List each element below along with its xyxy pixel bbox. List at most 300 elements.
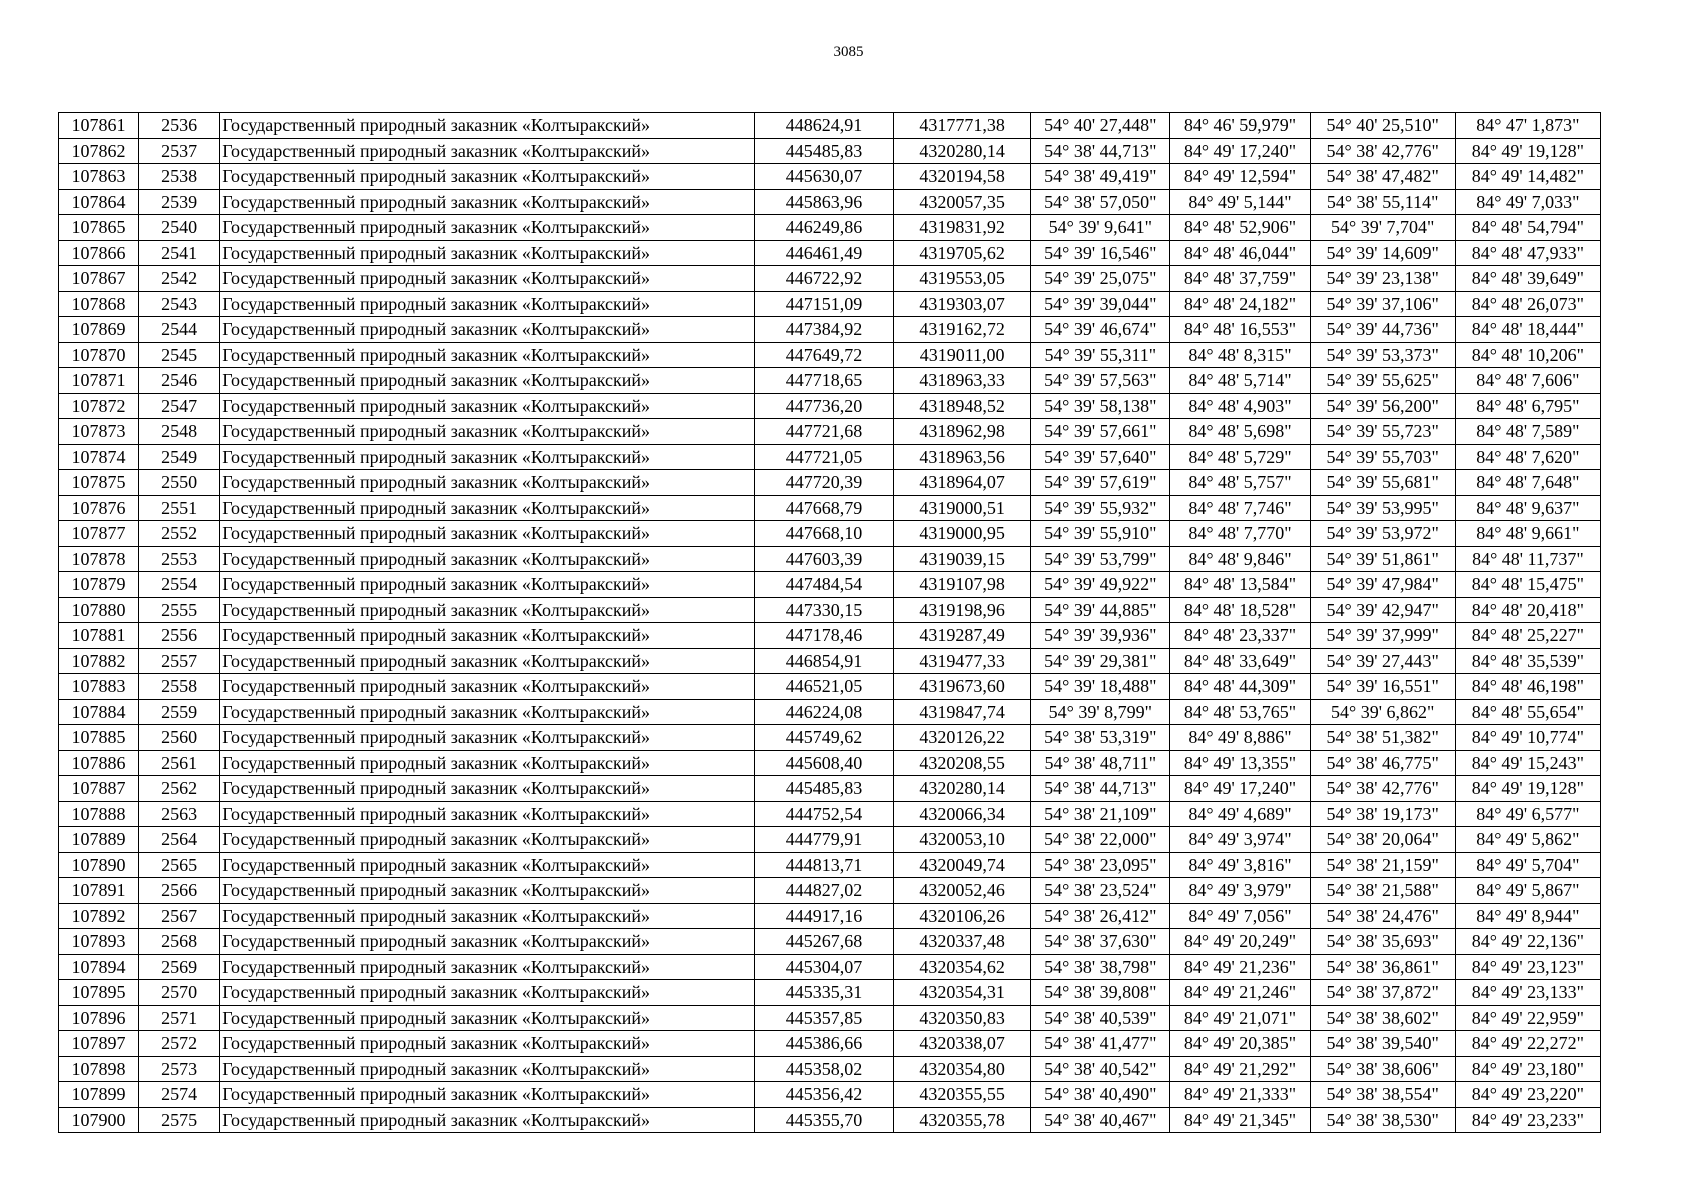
latitude-2-cell: 54° 38' 38,602" (1310, 1005, 1455, 1031)
x-coordinate-cell: 447736,20 (754, 393, 893, 419)
y-coordinate-cell: 4317771,38 (894, 113, 1031, 139)
y-coordinate-cell: 4320280,14 (894, 776, 1031, 802)
longitude-1-cell: 84° 48' 5,698" (1170, 419, 1310, 445)
record-id-cell: 107863 (59, 164, 139, 190)
territory-name-cell: Государственный природный заказник «Колтыракский» (220, 725, 755, 751)
longitude-1-cell: 84° 49' 20,249" (1170, 929, 1310, 955)
x-coordinate-cell: 445485,83 (754, 776, 893, 802)
latitude-1-cell: 54° 38' 21,109" (1031, 801, 1170, 827)
latitude-1-cell: 54° 39' 39,044" (1031, 291, 1170, 317)
longitude-1-cell: 84° 48' 5,729" (1170, 444, 1310, 470)
longitude-1-cell: 84° 48' 24,182" (1170, 291, 1310, 317)
table-row (59, 674, 1601, 700)
longitude-1-cell: 84° 49' 3,816" (1170, 852, 1310, 878)
point-number-cell: 2541 (139, 240, 220, 266)
longitude-1-cell: 84° 49' 3,974" (1170, 827, 1310, 853)
longitude-1-cell: 84° 49' 21,246" (1170, 980, 1310, 1006)
table-row (59, 623, 1601, 649)
table-body (59, 113, 1601, 1133)
longitude-1-cell: 84° 48' 5,757" (1170, 470, 1310, 496)
table-row (59, 470, 1601, 496)
table-row (59, 189, 1601, 215)
longitude-2-cell: 84° 49' 19,128" (1455, 138, 1600, 164)
territory-name-cell: Государственный природный заказник «Колтыракский» (220, 776, 755, 802)
latitude-2-cell: 54° 39' 51,861" (1310, 546, 1455, 572)
latitude-1-cell: 54° 39' 58,138" (1031, 393, 1170, 419)
longitude-2-cell: 84° 48' 35,539" (1455, 648, 1600, 674)
territory-name-cell: Государственный природный заказник «Колтыракский» (220, 1031, 755, 1057)
latitude-2-cell: 54° 39' 56,200" (1310, 393, 1455, 419)
table-row (59, 903, 1601, 929)
longitude-2-cell: 84° 49' 5,704" (1455, 852, 1600, 878)
x-coordinate-cell: 447668,79 (754, 495, 893, 521)
longitude-1-cell: 84° 49' 21,345" (1170, 1107, 1310, 1133)
latitude-2-cell: 54° 39' 37,999" (1310, 623, 1455, 649)
table-row (59, 164, 1601, 190)
table-row (59, 597, 1601, 623)
record-id-cell: 107882 (59, 648, 139, 674)
x-coordinate-cell: 446521,05 (754, 674, 893, 700)
longitude-2-cell: 84° 47' 1,873" (1455, 113, 1600, 139)
territory-name-cell: Государственный природный заказник «Колтыракский» (220, 699, 755, 725)
table-row (59, 1082, 1601, 1108)
x-coordinate-cell: 444917,16 (754, 903, 893, 929)
y-coordinate-cell: 4319162,72 (894, 317, 1031, 343)
y-coordinate-cell: 4320338,07 (894, 1031, 1031, 1057)
longitude-1-cell: 84° 49' 20,385" (1170, 1031, 1310, 1057)
territory-name-cell: Государственный природный заказник «Колтыракский» (220, 572, 755, 598)
table-row (59, 750, 1601, 776)
latitude-1-cell: 54° 38' 49,419" (1031, 164, 1170, 190)
latitude-1-cell: 54° 39' 57,619" (1031, 470, 1170, 496)
latitude-2-cell: 54° 39' 42,947" (1310, 597, 1455, 623)
longitude-1-cell: 84° 48' 7,746" (1170, 495, 1310, 521)
latitude-1-cell: 54° 39' 8,799" (1031, 699, 1170, 725)
y-coordinate-cell: 4320052,46 (894, 878, 1031, 904)
longitude-2-cell: 84° 49' 22,272" (1455, 1031, 1600, 1057)
longitude-2-cell: 84° 49' 10,774" (1455, 725, 1600, 751)
record-id-cell: 107869 (59, 317, 139, 343)
point-number-cell: 2553 (139, 546, 220, 572)
territory-name-cell: Государственный природный заказник «Колтыракский» (220, 164, 755, 190)
latitude-1-cell: 54° 38' 40,542" (1031, 1056, 1170, 1082)
latitude-2-cell: 54° 38' 55,114" (1310, 189, 1455, 215)
y-coordinate-cell: 4320053,10 (894, 827, 1031, 853)
latitude-1-cell: 54° 39' 49,922" (1031, 572, 1170, 598)
latitude-1-cell: 54° 38' 23,524" (1031, 878, 1170, 904)
record-id-cell: 107877 (59, 521, 139, 547)
x-coordinate-cell: 447668,10 (754, 521, 893, 547)
record-id-cell: 107872 (59, 393, 139, 419)
table-row (59, 699, 1601, 725)
latitude-2-cell: 54° 39' 53,373" (1310, 342, 1455, 368)
point-number-cell: 2546 (139, 368, 220, 394)
territory-name-cell: Государственный природный заказник «Колтыракский» (220, 368, 755, 394)
latitude-2-cell: 54° 38' 38,554" (1310, 1082, 1455, 1108)
table-row (59, 1005, 1601, 1031)
x-coordinate-cell: 445749,62 (754, 725, 893, 751)
table-row (59, 546, 1601, 572)
territory-name-cell: Государственный природный заказник «Колтыракский» (220, 827, 755, 853)
y-coordinate-cell: 4318962,98 (894, 419, 1031, 445)
y-coordinate-cell: 4320337,48 (894, 929, 1031, 955)
territory-name-cell: Государственный природный заказник «Колтыракский» (220, 266, 755, 292)
longitude-2-cell: 84° 48' 7,648" (1455, 470, 1600, 496)
latitude-2-cell: 54° 38' 42,776" (1310, 138, 1455, 164)
table-row (59, 113, 1601, 139)
longitude-1-cell: 84° 48' 46,044" (1170, 240, 1310, 266)
latitude-2-cell: 54° 38' 47,482" (1310, 164, 1455, 190)
record-id-cell: 107862 (59, 138, 139, 164)
latitude-2-cell: 54° 39' 44,736" (1310, 317, 1455, 343)
latitude-1-cell: 54° 39' 9,641" (1031, 215, 1170, 241)
x-coordinate-cell: 445386,66 (754, 1031, 893, 1057)
y-coordinate-cell: 4320355,78 (894, 1107, 1031, 1133)
latitude-2-cell: 54° 39' 55,703" (1310, 444, 1455, 470)
table-row (59, 878, 1601, 904)
y-coordinate-cell: 4320126,22 (894, 725, 1031, 751)
longitude-2-cell: 84° 49' 23,133" (1455, 980, 1600, 1006)
longitude-2-cell: 84° 48' 26,073" (1455, 291, 1600, 317)
x-coordinate-cell: 446722,92 (754, 266, 893, 292)
territory-name-cell: Государственный природный заказник «Колтыракский» (220, 342, 755, 368)
territory-name-cell: Государственный природный заказник «Колтыракский» (220, 419, 755, 445)
point-number-cell: 2563 (139, 801, 220, 827)
y-coordinate-cell: 4320280,14 (894, 138, 1031, 164)
table-row (59, 572, 1601, 598)
x-coordinate-cell: 444827,02 (754, 878, 893, 904)
x-coordinate-cell: 445335,31 (754, 980, 893, 1006)
x-coordinate-cell: 447151,09 (754, 291, 893, 317)
y-coordinate-cell: 4319847,74 (894, 699, 1031, 725)
record-id-cell: 107899 (59, 1082, 139, 1108)
longitude-1-cell: 84° 49' 21,292" (1170, 1056, 1310, 1082)
territory-name-cell: Государственный природный заказник «Колтыракский» (220, 393, 755, 419)
record-id-cell: 107886 (59, 750, 139, 776)
territory-name-cell: Государственный природный заказник «Колтыракский» (220, 138, 755, 164)
table-row (59, 1107, 1601, 1133)
point-number-cell: 2552 (139, 521, 220, 547)
latitude-2-cell: 54° 39' 6,862" (1310, 699, 1455, 725)
longitude-2-cell: 84° 49' 5,862" (1455, 827, 1600, 853)
longitude-1-cell: 84° 48' 37,759" (1170, 266, 1310, 292)
record-id-cell: 107896 (59, 1005, 139, 1031)
longitude-1-cell: 84° 48' 52,906" (1170, 215, 1310, 241)
x-coordinate-cell: 446854,91 (754, 648, 893, 674)
latitude-1-cell: 54° 38' 40,539" (1031, 1005, 1170, 1031)
longitude-2-cell: 84° 48' 6,795" (1455, 393, 1600, 419)
table-row (59, 1031, 1601, 1057)
point-number-cell: 2556 (139, 623, 220, 649)
point-number-cell: 2566 (139, 878, 220, 904)
y-coordinate-cell: 4318948,52 (894, 393, 1031, 419)
longitude-2-cell: 84° 48' 54,794" (1455, 215, 1600, 241)
longitude-2-cell: 84° 48' 18,444" (1455, 317, 1600, 343)
longitude-2-cell: 84° 49' 15,243" (1455, 750, 1600, 776)
longitude-2-cell: 84° 49' 22,136" (1455, 929, 1600, 955)
x-coordinate-cell: 445630,07 (754, 164, 893, 190)
point-number-cell: 2565 (139, 852, 220, 878)
territory-name-cell: Государственный природный заказник «Колтыракский» (220, 1056, 755, 1082)
table-row (59, 827, 1601, 853)
record-id-cell: 107880 (59, 597, 139, 623)
longitude-1-cell: 84° 48' 33,649" (1170, 648, 1310, 674)
x-coordinate-cell: 445358,02 (754, 1056, 893, 1082)
y-coordinate-cell: 4320354,62 (894, 954, 1031, 980)
longitude-1-cell: 84° 49' 17,240" (1170, 138, 1310, 164)
record-id-cell: 107865 (59, 215, 139, 241)
point-number-cell: 2573 (139, 1056, 220, 1082)
point-number-cell: 2557 (139, 648, 220, 674)
longitude-2-cell: 84° 49' 23,123" (1455, 954, 1600, 980)
longitude-2-cell: 84° 49' 23,220" (1455, 1082, 1600, 1108)
latitude-2-cell: 54° 39' 37,106" (1310, 291, 1455, 317)
latitude-2-cell: 54° 39' 53,972" (1310, 521, 1455, 547)
latitude-1-cell: 54° 39' 29,381" (1031, 648, 1170, 674)
point-number-cell: 2558 (139, 674, 220, 700)
y-coordinate-cell: 4319477,33 (894, 648, 1031, 674)
record-id-cell: 107879 (59, 572, 139, 598)
coordinates-table (58, 112, 1601, 1133)
longitude-2-cell: 84° 48' 47,933" (1455, 240, 1600, 266)
territory-name-cell: Государственный природный заказник «Колтыракский» (220, 929, 755, 955)
point-number-cell: 2575 (139, 1107, 220, 1133)
point-number-cell: 2574 (139, 1082, 220, 1108)
longitude-1-cell: 84° 49' 17,240" (1170, 776, 1310, 802)
point-number-cell: 2555 (139, 597, 220, 623)
latitude-1-cell: 54° 38' 22,000" (1031, 827, 1170, 853)
longitude-1-cell: 84° 48' 23,337" (1170, 623, 1310, 649)
latitude-1-cell: 54° 38' 38,798" (1031, 954, 1170, 980)
point-number-cell: 2536 (139, 113, 220, 139)
y-coordinate-cell: 4319000,51 (894, 495, 1031, 521)
x-coordinate-cell: 447718,65 (754, 368, 893, 394)
territory-name-cell: Государственный природный заказник «Колтыракский» (220, 1082, 755, 1108)
longitude-1-cell: 84° 49' 12,594" (1170, 164, 1310, 190)
y-coordinate-cell: 4318964,07 (894, 470, 1031, 496)
territory-name-cell: Государственный природный заказник «Колтыракский» (220, 878, 755, 904)
table-row (59, 342, 1601, 368)
territory-name-cell: Государственный природный заказник «Колтыракский» (220, 1107, 755, 1133)
latitude-2-cell: 54° 38' 51,382" (1310, 725, 1455, 751)
latitude-2-cell: 54° 38' 37,872" (1310, 980, 1455, 1006)
longitude-2-cell: 84° 49' 19,128" (1455, 776, 1600, 802)
longitude-1-cell: 84° 48' 53,765" (1170, 699, 1310, 725)
longitude-2-cell: 84° 49' 23,233" (1455, 1107, 1600, 1133)
territory-name-cell: Государственный природный заказник «Колтыракский» (220, 648, 755, 674)
x-coordinate-cell: 444813,71 (754, 852, 893, 878)
x-coordinate-cell: 444752,54 (754, 801, 893, 827)
latitude-2-cell: 54° 38' 21,159" (1310, 852, 1455, 878)
y-coordinate-cell: 4320208,55 (894, 750, 1031, 776)
latitude-2-cell: 54° 39' 53,995" (1310, 495, 1455, 521)
territory-name-cell: Государственный природный заказник «Колтыракский» (220, 215, 755, 241)
territory-name-cell: Государственный природный заказник «Колтыракский» (220, 189, 755, 215)
table-row (59, 954, 1601, 980)
territory-name-cell: Государственный природный заказник «Колтыракский» (220, 954, 755, 980)
point-number-cell: 2571 (139, 1005, 220, 1031)
x-coordinate-cell: 447484,54 (754, 572, 893, 598)
y-coordinate-cell: 4320354,80 (894, 1056, 1031, 1082)
x-coordinate-cell: 445355,70 (754, 1107, 893, 1133)
point-number-cell: 2542 (139, 266, 220, 292)
territory-name-cell: Государственный природный заказник «Колтыракский» (220, 674, 755, 700)
table-row (59, 240, 1601, 266)
point-number-cell: 2548 (139, 419, 220, 445)
latitude-2-cell: 54° 38' 21,588" (1310, 878, 1455, 904)
territory-name-cell: Государственный природный заказник «Колтыракский» (220, 801, 755, 827)
point-number-cell: 2561 (139, 750, 220, 776)
longitude-2-cell: 84° 48' 9,637" (1455, 495, 1600, 521)
record-id-cell: 107897 (59, 1031, 139, 1057)
latitude-1-cell: 54° 38' 37,630" (1031, 929, 1170, 955)
y-coordinate-cell: 4319705,62 (894, 240, 1031, 266)
y-coordinate-cell: 4319000,95 (894, 521, 1031, 547)
territory-name-cell: Государственный природный заказник «Колтыракский» (220, 113, 755, 139)
x-coordinate-cell: 447603,39 (754, 546, 893, 572)
longitude-1-cell: 84° 49' 21,071" (1170, 1005, 1310, 1031)
longitude-2-cell: 84° 48' 25,227" (1455, 623, 1600, 649)
territory-name-cell: Государственный природный заказник «Колтыракский» (220, 980, 755, 1006)
y-coordinate-cell: 4319553,05 (894, 266, 1031, 292)
x-coordinate-cell: 446461,49 (754, 240, 893, 266)
longitude-2-cell: 84° 48' 55,654" (1455, 699, 1600, 725)
territory-name-cell: Государственный природный заказник «Колтыракский» (220, 597, 755, 623)
point-number-cell: 2544 (139, 317, 220, 343)
longitude-1-cell: 84° 48' 9,846" (1170, 546, 1310, 572)
latitude-2-cell: 54° 39' 23,138" (1310, 266, 1455, 292)
point-number-cell: 2570 (139, 980, 220, 1006)
latitude-1-cell: 54° 38' 44,713" (1031, 776, 1170, 802)
longitude-1-cell: 84° 48' 18,528" (1170, 597, 1310, 623)
latitude-1-cell: 54° 39' 57,640" (1031, 444, 1170, 470)
territory-name-cell: Государственный природный заказник «Колтыракский» (220, 903, 755, 929)
table-row (59, 801, 1601, 827)
record-id-cell: 107868 (59, 291, 139, 317)
latitude-2-cell: 54° 38' 38,606" (1310, 1056, 1455, 1082)
longitude-1-cell: 84° 49' 8,886" (1170, 725, 1310, 751)
latitude-1-cell: 54° 39' 18,488" (1031, 674, 1170, 700)
longitude-2-cell: 84° 48' 46,198" (1455, 674, 1600, 700)
point-number-cell: 2560 (139, 725, 220, 751)
latitude-1-cell: 54° 39' 55,311" (1031, 342, 1170, 368)
y-coordinate-cell: 4320355,55 (894, 1082, 1031, 1108)
y-coordinate-cell: 4320350,83 (894, 1005, 1031, 1031)
record-id-cell: 107870 (59, 342, 139, 368)
x-coordinate-cell: 447384,92 (754, 317, 893, 343)
point-number-cell: 2562 (139, 776, 220, 802)
latitude-2-cell: 54° 38' 39,540" (1310, 1031, 1455, 1057)
longitude-2-cell: 84° 49' 6,577" (1455, 801, 1600, 827)
longitude-1-cell: 84° 48' 7,770" (1170, 521, 1310, 547)
table-row (59, 648, 1601, 674)
latitude-1-cell: 54° 39' 46,674" (1031, 317, 1170, 343)
latitude-1-cell: 54° 39' 53,799" (1031, 546, 1170, 572)
latitude-1-cell: 54° 38' 40,490" (1031, 1082, 1170, 1108)
x-coordinate-cell: 445863,96 (754, 189, 893, 215)
latitude-1-cell: 54° 39' 57,563" (1031, 368, 1170, 394)
x-coordinate-cell: 445608,40 (754, 750, 893, 776)
territory-name-cell: Государственный природный заказник «Колтыракский» (220, 470, 755, 496)
longitude-2-cell: 84° 48' 15,475" (1455, 572, 1600, 598)
point-number-cell: 2559 (139, 699, 220, 725)
latitude-2-cell: 54° 39' 16,551" (1310, 674, 1455, 700)
latitude-1-cell: 54° 38' 23,095" (1031, 852, 1170, 878)
longitude-2-cell: 84° 49' 8,944" (1455, 903, 1600, 929)
latitude-2-cell: 54° 39' 55,723" (1310, 419, 1455, 445)
table-row (59, 317, 1601, 343)
territory-name-cell: Государственный природный заказник «Колтыракский» (220, 317, 755, 343)
latitude-2-cell: 54° 38' 19,173" (1310, 801, 1455, 827)
y-coordinate-cell: 4319198,96 (894, 597, 1031, 623)
table-row (59, 215, 1601, 241)
record-id-cell: 107887 (59, 776, 139, 802)
table-row (59, 393, 1601, 419)
longitude-2-cell: 84° 49' 5,867" (1455, 878, 1600, 904)
record-id-cell: 107861 (59, 113, 139, 139)
territory-name-cell: Государственный природный заказник «Колтыракский» (220, 546, 755, 572)
longitude-2-cell: 84° 49' 23,180" (1455, 1056, 1600, 1082)
x-coordinate-cell: 447649,72 (754, 342, 893, 368)
x-coordinate-cell: 447721,68 (754, 419, 893, 445)
latitude-2-cell: 54° 38' 20,064" (1310, 827, 1455, 853)
table-row (59, 725, 1601, 751)
point-number-cell: 2564 (139, 827, 220, 853)
record-id-cell: 107874 (59, 444, 139, 470)
latitude-2-cell: 54° 38' 36,861" (1310, 954, 1455, 980)
territory-name-cell: Государственный природный заказник «Колтыракский» (220, 495, 755, 521)
latitude-1-cell: 54° 40' 27,448" (1031, 113, 1170, 139)
longitude-2-cell: 84° 48' 7,620" (1455, 444, 1600, 470)
point-number-cell: 2567 (139, 903, 220, 929)
longitude-1-cell: 84° 48' 8,315" (1170, 342, 1310, 368)
latitude-1-cell: 54° 39' 39,936" (1031, 623, 1170, 649)
latitude-1-cell: 54° 38' 26,412" (1031, 903, 1170, 929)
record-id-cell: 107888 (59, 801, 139, 827)
territory-name-cell: Государственный природный заказник «Колтыракский» (220, 852, 755, 878)
x-coordinate-cell: 448624,91 (754, 113, 893, 139)
record-id-cell: 107894 (59, 954, 139, 980)
y-coordinate-cell: 4320049,74 (894, 852, 1031, 878)
latitude-2-cell: 54° 39' 55,625" (1310, 368, 1455, 394)
latitude-2-cell: 54° 40' 25,510" (1310, 113, 1455, 139)
point-number-cell: 2547 (139, 393, 220, 419)
longitude-2-cell: 84° 48' 39,649" (1455, 266, 1600, 292)
table-row (59, 266, 1601, 292)
x-coordinate-cell: 445356,42 (754, 1082, 893, 1108)
record-id-cell: 107875 (59, 470, 139, 496)
y-coordinate-cell: 4319039,15 (894, 546, 1031, 572)
table-row (59, 495, 1601, 521)
y-coordinate-cell: 4318963,33 (894, 368, 1031, 394)
longitude-2-cell: 84° 49' 22,959" (1455, 1005, 1600, 1031)
territory-name-cell: Государственный природный заказник «Колтыракский» (220, 750, 755, 776)
longitude-1-cell: 84° 49' 21,333" (1170, 1082, 1310, 1108)
latitude-2-cell: 54° 39' 27,443" (1310, 648, 1455, 674)
longitude-1-cell: 84° 48' 16,553" (1170, 317, 1310, 343)
x-coordinate-cell: 447330,15 (754, 597, 893, 623)
longitude-2-cell: 84° 48' 10,206" (1455, 342, 1600, 368)
x-coordinate-cell: 447721,05 (754, 444, 893, 470)
point-number-cell: 2550 (139, 470, 220, 496)
y-coordinate-cell: 4318963,56 (894, 444, 1031, 470)
latitude-1-cell: 54° 38' 53,319" (1031, 725, 1170, 751)
point-number-cell: 2538 (139, 164, 220, 190)
longitude-1-cell: 84° 48' 13,584" (1170, 572, 1310, 598)
longitude-2-cell: 84° 49' 14,482" (1455, 164, 1600, 190)
y-coordinate-cell: 4320057,35 (894, 189, 1031, 215)
record-id-cell: 107893 (59, 929, 139, 955)
